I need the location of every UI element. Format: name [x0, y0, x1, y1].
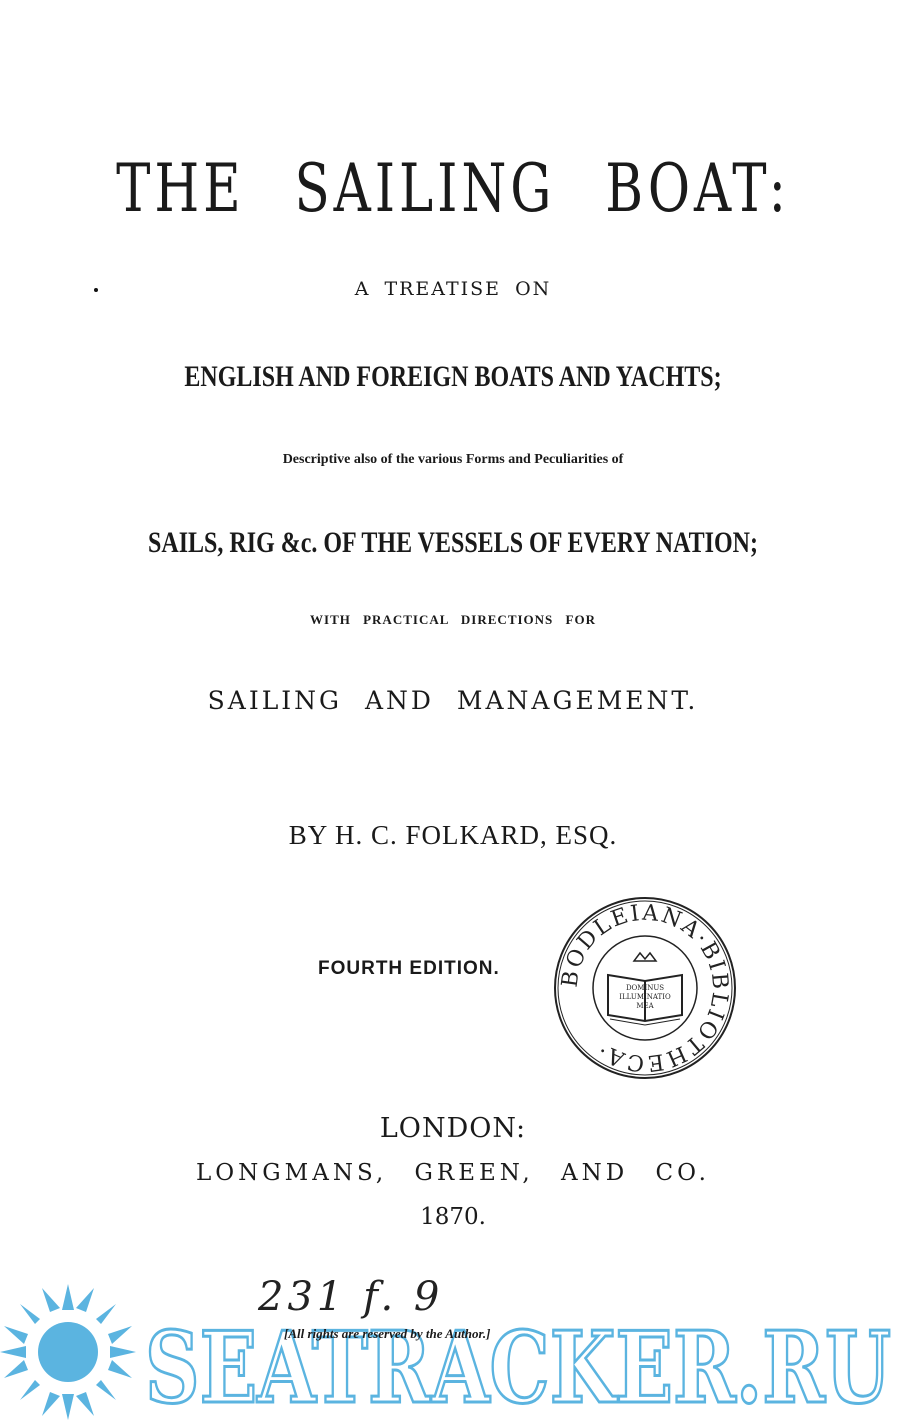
stamp-ring-text: BODLEIANA·BIBLIOTHECA· — [557, 900, 733, 1076]
descriptive-line: Descriptive also of the various Forms and Peculiarities of — [282, 452, 624, 467]
subtitle-boats-yachts: ENGLISH AND FOREIGN BOATS AND YACHTS; — [184, 360, 722, 393]
imprint-city: LONDON: — [379, 1113, 527, 1144]
imprint-year: 1870. — [420, 1204, 486, 1230]
rights-notice: [All rights are reserved by the Author.] — [284, 1326, 491, 1341]
author-by: BY — [288, 820, 328, 850]
shelfmark-text: 231 f. 9 — [258, 1274, 444, 1320]
stamp-book-text: DOMINUS ILLUMINATIO MEA — [619, 984, 671, 1010]
library-stamp — [550, 893, 740, 1083]
watermark-text: SEATRACKER.RU — [145, 1311, 891, 1421]
author-name: H. C. FOLKARD, — [334, 820, 548, 850]
sun-icon — [0, 1284, 136, 1420]
practical-directions-line: WITH PRACTICAL DIRECTIONS FOR — [310, 612, 596, 627]
book-title: THE SAILING BOAT: — [116, 150, 790, 227]
subtitle-sailing-management: SAILING AND MANAGEMENT. — [207, 686, 699, 715]
author-line — [0, 820, 906, 851]
subtitle-sails-rig: SAILS, RIG &c. OF THE VESSELS OF EVERY NATION; — [148, 526, 758, 559]
imprint-publisher: LONGMANS, GREEN, AND CO. — [196, 1160, 710, 1186]
author-suffix: ESQ. — [555, 820, 618, 850]
edition-label: FOURTH EDITION. — [318, 958, 500, 979]
subtitle-treatise: A TREATISE ON — [354, 278, 552, 300]
